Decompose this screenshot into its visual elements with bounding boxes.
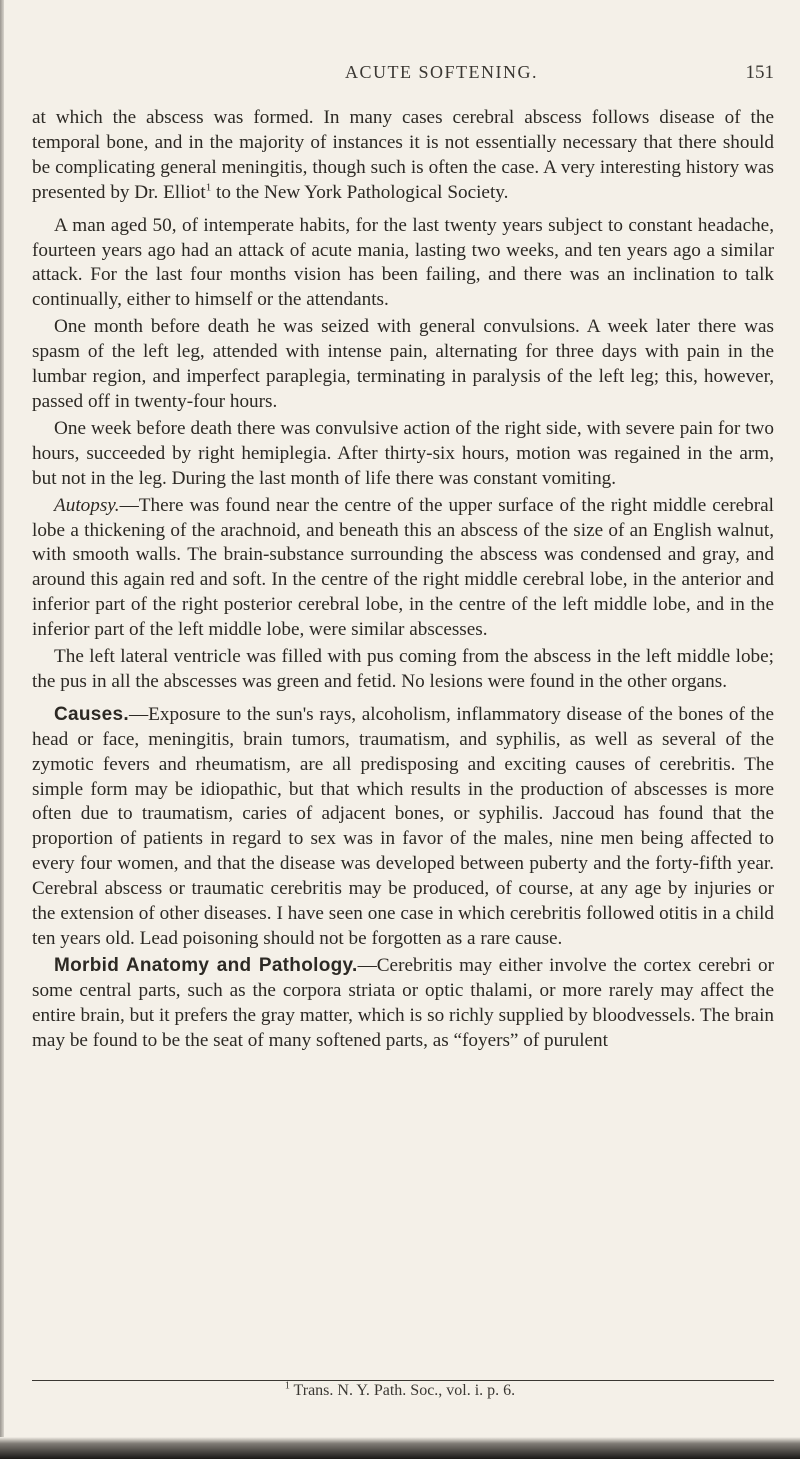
causes-heading: Causes. [54,703,129,725]
autopsy-text: —There was found near the centre of the upper surface of the right middle cerebral lobe a thickening of the arachnoid, and beneath this an abscess of the size of an English walnut, with smooth walls. The brain-substance surrounding the abscess was condensed and gray, and around this again red and soft. In the centre of the right middle cerebral lobe, in the anterior and inferior part of the right posterior cerebral lobe, in the centre of the left middle lobe, and in the inferior part of the left middle lobe, were similar abscesses. [32,494,774,641]
autopsy-heading: Autopsy. [54,494,120,516]
morbid-anatomy-text: —Cerebritis may either involve the cortex cerebri or some central parts, such as the corpora striata or optic thalami, or more rarely may affect the entire brain, but it prefers the gray matter, which is so richly supplied by bloodvessels. The brain may be found to be the seat of many softened parts, as “foyers” of purulent [32,954,775,1051]
page-bottom-shadow [0,1437,800,1459]
footnote-mark: 1 [284,1380,290,1392]
paragraph-autopsy [32,494,774,643]
running-head: ACUTE SOFTENING. [345,62,538,82]
causes-text: —Exposure to the sun's rays, alcoholism, inflammatory disease of the bones of the head or face, meningitis, brain tumors, traumatism, and syphilis, as well as several of the zymotic fevers and rheumatism, are all predisposing and exciting causes of cerebritis. The simple form may be idiopathic, but that which results in the production of abscesses is more often due to traumatism, caries of adjacent bones, or syphilis. Jaccoud has found that the proportion of patients in regard to sex was in favor of the males, nine men being affected to every four women, and that the disease was developed between puberty and the forty-fifth year. Cerebral abscess or traumatic cerebritis may be produced, of course, at any age by injuries or the extension of other diseases. I have seen one case in which cerebritis followed otitis in a child ten years old. Lead poisoning should not be forgotten as a rare cause. [32,703,774,949]
paragraph-1 [32,106,774,206]
footnote-text: Trans. N. Y. Path. Soc., vol. i. p. 6. [289,1382,516,1399]
morbid-anatomy-heading: Morbid Anatomy and Pathology. [54,954,358,976]
footnote [0,1382,800,1400]
paragraph-hemiplegia: One week before death there was convulsive action of the right side, with severe pain for two hours, succeeded by right hemiplegia. After thirty-six hours, motion was regained in the arm, but not in the leg. During the last month of life there was constant vomiting. [32,417,774,489]
footnote-reference: 1 [205,181,212,194]
paragraph-case-history: A man aged 50, of intemperate habits, for the last twenty years subject to constant headache, fourteen years ago had an attack of acute mania, lasting two weeks, and ten years ago a similar attack. For the last four months vision has been failing, and there was an inclination to talk continually, either to himself or the attendants. [32,214,774,311]
paragraph-1-text: at which the abscess was formed. In many cases cerebral abscess follows disease of the temporal bone, and in the majority of instances it is not essentially necessary that there should be complicating general meningitis, though such is often the case. A very interesting history was presented by Dr. Elliot [32,107,774,203]
page-body [32,106,774,1054]
page-header [0,62,800,92]
paragraph-convulsions: One month before death he was seized with general convulsions. A week later there was spasm of the left leg, attended with intense pain, alternating for three days with pain in the lumbar region, and imperfect paraplegia, terminating in paralysis of the left leg; this, however, passed off in twenty-four hours. [32,316,774,412]
paragraph-causes [32,703,774,952]
footnote-rule [32,1380,774,1381]
paragraph-1-text-end: to the New York Pathological Society. [211,181,509,203]
paragraph-morbid-anatomy [32,954,774,1054]
page-number: 151 [745,62,774,83]
paragraph-ventricle: The left lateral ventricle was filled with pus coming from the abscess in the left middle lobe; the pus in all the abscesses was green and fetid. No lesions were found in the other organs. [32,646,774,692]
page-left-edge [0,0,4,1459]
